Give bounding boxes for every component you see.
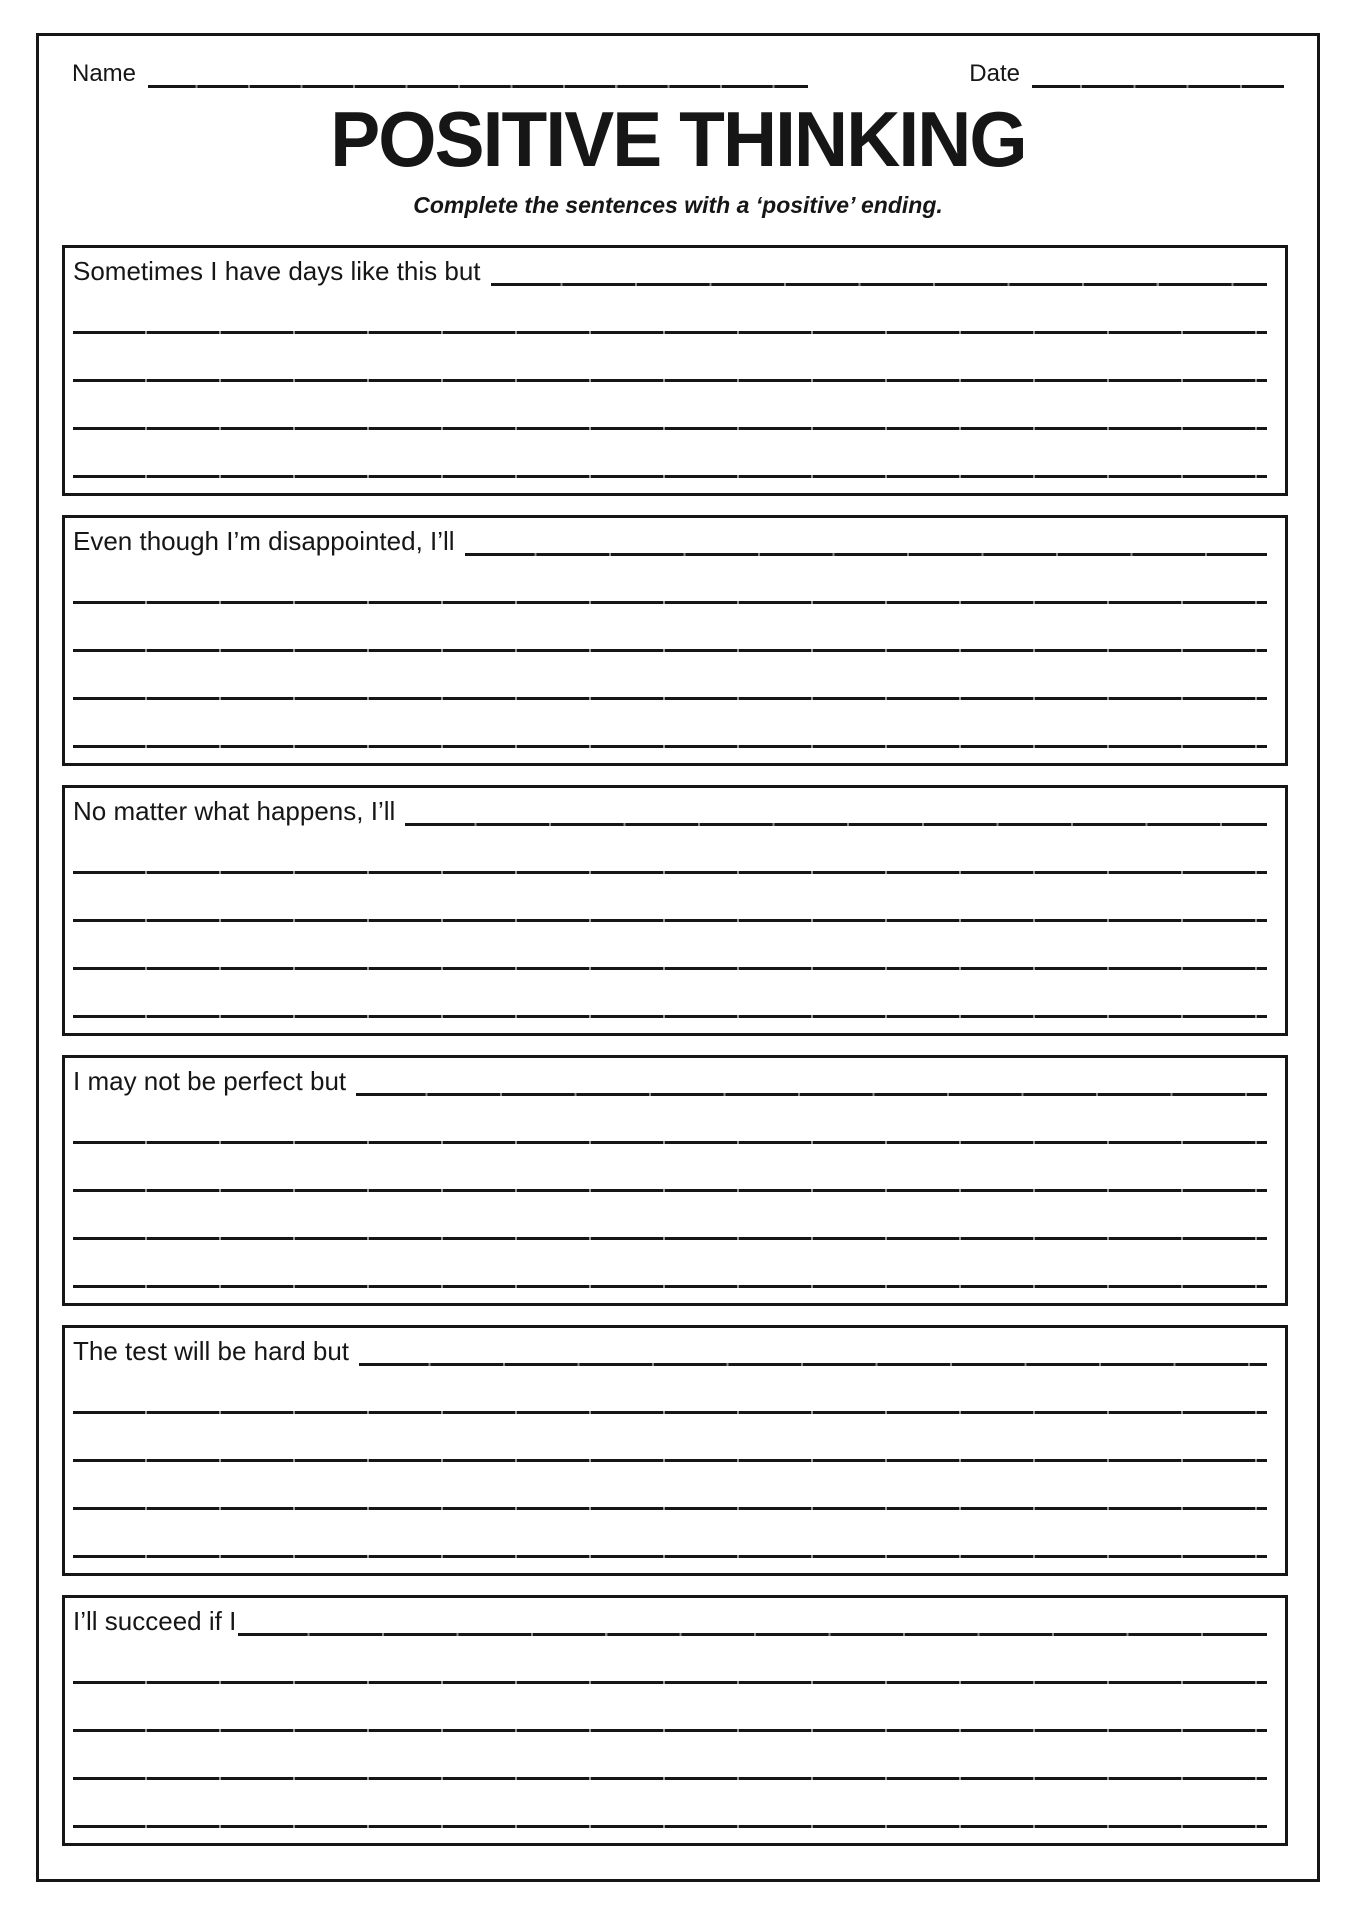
section-prompt-row [73, 1058, 1267, 1096]
writing-line[interactable] [73, 1825, 1267, 1828]
worksheet-page [36, 33, 1320, 1882]
writing-line[interactable] [73, 1189, 1267, 1192]
sentence-section [62, 1055, 1288, 1306]
page-subtitle: Complete the sentences with a ‘positive’ ending. [413, 192, 943, 218]
section-prompt-row [73, 788, 1267, 826]
writing-line[interactable] [73, 379, 1267, 382]
section-prompt-blank[interactable] [491, 256, 1267, 286]
writing-line[interactable] [73, 1015, 1267, 1018]
writing-line[interactable] [73, 967, 1267, 970]
date-label: Date [969, 60, 1020, 87]
section-prompt-blank[interactable] [359, 1336, 1267, 1366]
section-prompt-blank[interactable] [356, 1066, 1267, 1096]
date-blank[interactable] [1032, 66, 1284, 88]
writing-line[interactable] [73, 331, 1267, 334]
writing-line[interactable] [73, 919, 1267, 922]
writing-line[interactable] [73, 427, 1267, 430]
sentence-section [62, 1595, 1288, 1846]
writing-line[interactable] [73, 1507, 1267, 1510]
section-prompt-row [73, 518, 1267, 556]
name-label: Name [72, 60, 137, 87]
section-prompt: No matter what happens, I’ll [73, 796, 396, 826]
name-field-group [72, 60, 808, 88]
section-prompt: Sometimes I have days like this but [73, 256, 481, 286]
page-title: POSITIVE THINKING [330, 95, 1026, 183]
section-prompt: I’ll succeed if I [73, 1606, 237, 1636]
section-prompt-row [73, 1598, 1267, 1636]
writing-line[interactable] [73, 1555, 1267, 1558]
writing-line[interactable] [73, 745, 1267, 748]
sentence-section [62, 1325, 1288, 1576]
writing-line[interactable] [73, 475, 1267, 478]
sentence-section [62, 245, 1288, 496]
header-row [72, 60, 1284, 88]
name-blank[interactable] [148, 66, 808, 88]
writing-line[interactable] [73, 1141, 1267, 1144]
sentence-section [62, 785, 1288, 1036]
section-prompt-row [73, 1328, 1267, 1366]
writing-line[interactable] [73, 1237, 1267, 1240]
writing-line[interactable] [73, 1681, 1267, 1684]
writing-line[interactable] [73, 1459, 1267, 1462]
writing-line[interactable] [73, 649, 1267, 652]
section-prompt: I may not be perfect but [73, 1066, 347, 1096]
section-prompt-blank[interactable] [465, 526, 1267, 556]
writing-line[interactable] [73, 1729, 1267, 1732]
section-prompt-row [73, 248, 1267, 286]
sections [62, 245, 1288, 1846]
section-prompt: The test will be hard but [73, 1336, 350, 1366]
writing-line[interactable] [73, 1777, 1267, 1780]
sentence-section [62, 515, 1288, 766]
section-prompt-blank[interactable] [238, 1606, 1267, 1636]
writing-line[interactable] [73, 601, 1267, 604]
writing-line[interactable] [73, 1285, 1267, 1288]
writing-line[interactable] [73, 871, 1267, 874]
writing-line[interactable] [73, 1411, 1267, 1414]
section-prompt: Even though I’m disappointed, I’ll [73, 526, 455, 556]
section-prompt-blank[interactable] [405, 796, 1267, 826]
writing-line[interactable] [73, 697, 1267, 700]
date-field-group [969, 60, 1284, 88]
